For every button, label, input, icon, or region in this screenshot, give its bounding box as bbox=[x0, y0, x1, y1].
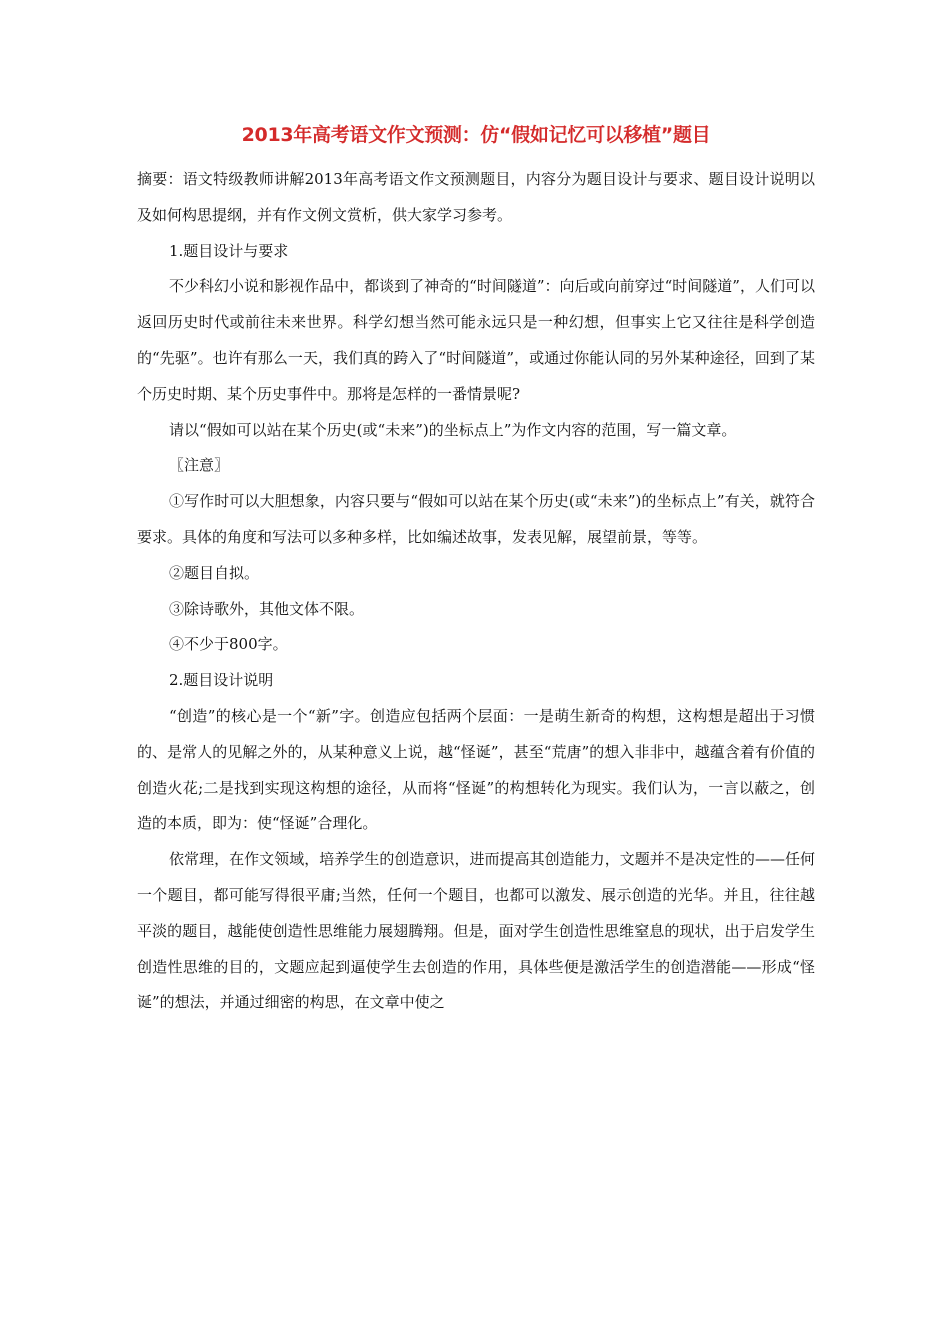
body-paragraph: 依常理，在作文领域，培养学生的创造意识，进而提高其创造能力，文题并不是决定性的——任何一个题目，都可能写得很平庸;当然，任何一个题目，也都可以激发、展示创造的光华。并且，往往越平淡的题目，越能使创造性思维能力展翅腾翔。但是，面对学生创造性思维窒息的现状，出于启发学生创造性思维的目的，文题应起到逼使学生去创造的作用，具体些便是激活学生的创造潜能——形成“怪诞”的想法，并通过细密的构思，在文章中使之 bbox=[137, 850, 815, 1012]
section-heading-2: 2.题目设计说明 bbox=[169, 671, 274, 690]
section-heading-1: 1.题目设计与要求 bbox=[169, 241, 289, 260]
note-item: ④不少于800字。 bbox=[169, 635, 288, 654]
note-item: ②题目自拟。 bbox=[169, 563, 260, 582]
body-paragraph: “创造”的核心是一个“新”字。创造应包括两个层面：一是萌生新奇的构想，这构想是超出于习惯的、是常人的见解之外的，从某种意义上说，越“怪诞”，甚至“荒唐”的想入非非中，越蕴含着有价值的创造火花;二是找到实现这构想的途径，从而将“怪诞”的构想转化为现实。我们认为，一言以蔽之，创造的本质，即为：使“怪诞”合理化。 bbox=[137, 706, 815, 833]
body-paragraph: 不少科幻小说和影视作品中，都谈到了神奇的“时间隧道”：向后或向前穿过“时间隧道”，人们可以返回历史时代或前往未来世界。科学幻想当然可能永远只是一种幻想，但事实上它又往往是科学创造的“先驱”。也许有那么一天，我们真的跨入了“时间隧道”，或通过你能认同的另外某种途径，回到了某个历史时期、某个历史事件中。那将是怎样的一番情景呢? bbox=[137, 277, 815, 403]
note-item: ③除诗歌外，其他文体不限。 bbox=[169, 599, 365, 618]
body-paragraph: 请以“假如可以站在某个历史(或“未来”)的坐标点上”为作文内容的范围，写一篇文章。 bbox=[169, 420, 737, 439]
document-body bbox=[137, 118, 815, 1021]
abstract-paragraph: 摘要：语文特级教师讲解2013年高考语文作文预测题目，内容分为题目设计与要求、题目设计说明以及如何构思提纲，并有作文例文赏析，供大家学习参考。 bbox=[137, 170, 815, 224]
note-item: ①写作时可以大胆想象，内容只要与“假如可以站在某个历史(或“未来”)的坐标点上”有关，就符合要求。具体的角度和写法可以多种多样，比如编述故事，发表见解，展望前景，等等。 bbox=[137, 492, 815, 546]
document-title: 2013年高考语文作文预测：仿“假如记忆可以移植”题目 bbox=[241, 124, 711, 146]
note-heading: 〖注意〗 bbox=[169, 456, 230, 475]
